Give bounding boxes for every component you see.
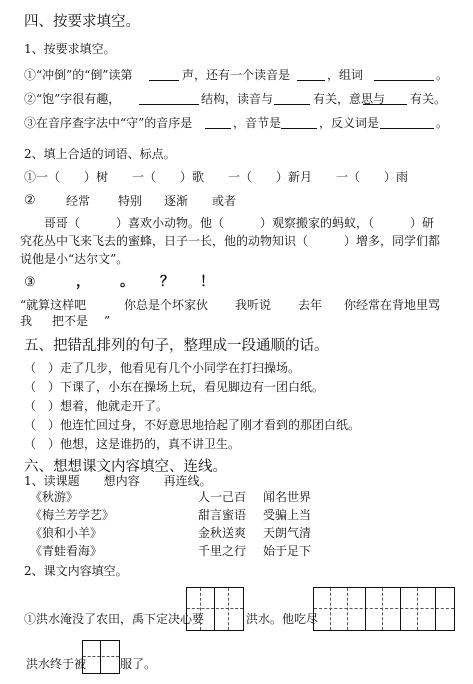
fill-paragraph-line3: 说他是小“达尔文”。: [20, 252, 129, 266]
idiom-a: 金秋送爽: [198, 526, 247, 540]
punct-sentence-part: ”: [104, 314, 111, 328]
q1-line1-part2: 声，还有一个读音是: [182, 68, 291, 82]
blank-syllable[interactable]: [281, 128, 317, 129]
book-title: 《秋游》: [30, 490, 79, 504]
blank-meaning[interactable]: [363, 104, 407, 105]
fill-text-part: 洪水。他吃尽: [246, 612, 319, 626]
idiom-b: 闻名世界: [263, 490, 312, 504]
punct-option: ？: [160, 274, 174, 290]
q1-line1-part1: ①“冲倒”的“倒”读第: [24, 68, 133, 82]
q1-line3-part3: ，反义词是: [319, 116, 380, 130]
q1-line2-part1: ②“饱”字很有趣，: [24, 92, 121, 106]
punct-sentence-part: 我: [20, 314, 33, 328]
writing-grid[interactable]: [313, 587, 455, 631]
words-number: ②: [24, 193, 36, 208]
blank-sound[interactable]: [274, 104, 310, 105]
writing-grid[interactable]: [82, 640, 120, 674]
idiom-b: 受骗上当: [263, 508, 312, 522]
book-title: 《梅兰芳学艺》: [30, 508, 115, 522]
q2-header: 2、填上合适的词语、标点。: [24, 147, 176, 161]
q1-line1-part3: ，组词: [327, 68, 364, 82]
q1-line1-end: 。: [436, 68, 449, 82]
q1-line2-part2: 结构，读音与: [201, 92, 274, 106]
punct-number: ③: [24, 275, 36, 290]
q1-line3-part2: ，音节是: [233, 116, 282, 130]
order-item: （ ）他想，这是谁扔的，真不讲卫生。: [24, 437, 241, 451]
punct-sentence-part: 去年: [298, 298, 323, 312]
blank-tone[interactable]: [149, 80, 179, 81]
s6-q1-header: 1、读课题 想内容 再连线。: [24, 474, 212, 488]
order-item: （ ）他连忙回过身，不好意思地拾起了刚才看到的那团白纸。: [24, 418, 361, 432]
section-5-title: 五、把错乱排列的句子，整理成一段通顺的话。: [24, 338, 329, 354]
s6-q2-header: 2、课文内容填空。: [24, 564, 128, 578]
q1-line3-part1: ③在音序查字法中“守”的音序是: [24, 116, 193, 130]
blank-antonym[interactable]: [380, 128, 434, 129]
q1-line3-end: 。: [436, 116, 449, 130]
punct-sentence-part: 我听说: [235, 298, 272, 312]
writing-grid[interactable]: [186, 587, 244, 631]
punct-option: ！: [200, 274, 214, 290]
section-4-title: 四、按要求填空。: [24, 14, 140, 30]
q1-line2-part3: 有关，意思与: [313, 92, 386, 106]
punct-sentence-part: 你总是个坏家伙: [124, 298, 209, 312]
measure-word-line: ①一（ ）树 一（ ）歌 一（ ）新月 一（ ）雨: [24, 170, 409, 184]
fill-paragraph-line1: 哥哥（ ）喜欢小动物。他（ ）观察搬家的蚂蚁，（ ）研: [44, 216, 435, 230]
order-item: （ ）下课了，小东在操场上玩，看见脚边有一团白纸。: [24, 380, 325, 394]
idiom-a: 千里之行: [198, 544, 247, 558]
fill-text-part: 洪水终于被: [26, 657, 87, 671]
word-option: 经常: [66, 194, 91, 208]
fill-paragraph-line2: 究花丛中飞来飞去的蜜蜂，日子一长，他的动物知识（ ）增多，同学们都: [20, 234, 441, 248]
idiom-b: 始于足下: [263, 544, 312, 558]
fill-text-part: 服了。: [120, 657, 157, 671]
punct-option: 。: [120, 274, 134, 290]
idiom-a: 甜言蜜语: [198, 508, 247, 522]
blank-other-reading[interactable]: [297, 80, 325, 81]
order-item: （ ）走了几步，他看见有几个小同学在打扫操场。: [24, 361, 301, 375]
book-title: 《青蛙看海》: [30, 544, 103, 558]
blank-structure[interactable]: [139, 104, 199, 105]
book-title: 《狼和小羊》: [30, 526, 103, 540]
punct-option: ，: [76, 274, 90, 290]
punct-sentence-part: 你经常在背地里骂: [344, 298, 441, 312]
idiom-a: 人一己百: [198, 490, 247, 504]
word-option: 逐渐: [164, 194, 189, 208]
word-option: 或者: [212, 194, 237, 208]
idiom-b: 天朗气清: [263, 526, 312, 540]
q1-line2-end: 有关。: [410, 92, 447, 106]
punct-sentence-part: “就算这样吧: [20, 298, 87, 312]
order-item: （ ）想着，他就走开了。: [24, 399, 169, 413]
section-6-title: 六、想想课文内容填空、连线。: [24, 459, 227, 475]
fill-text-part: ①洪水淹没了农田，禹下定决心要: [24, 612, 205, 626]
punct-sentence-part: 把不是: [52, 314, 89, 328]
blank-word[interactable]: [374, 80, 434, 81]
word-option: 特别: [118, 194, 143, 208]
blank-index-letter[interactable]: [205, 128, 231, 129]
q1-header: 1、按要求填空。: [24, 42, 116, 56]
